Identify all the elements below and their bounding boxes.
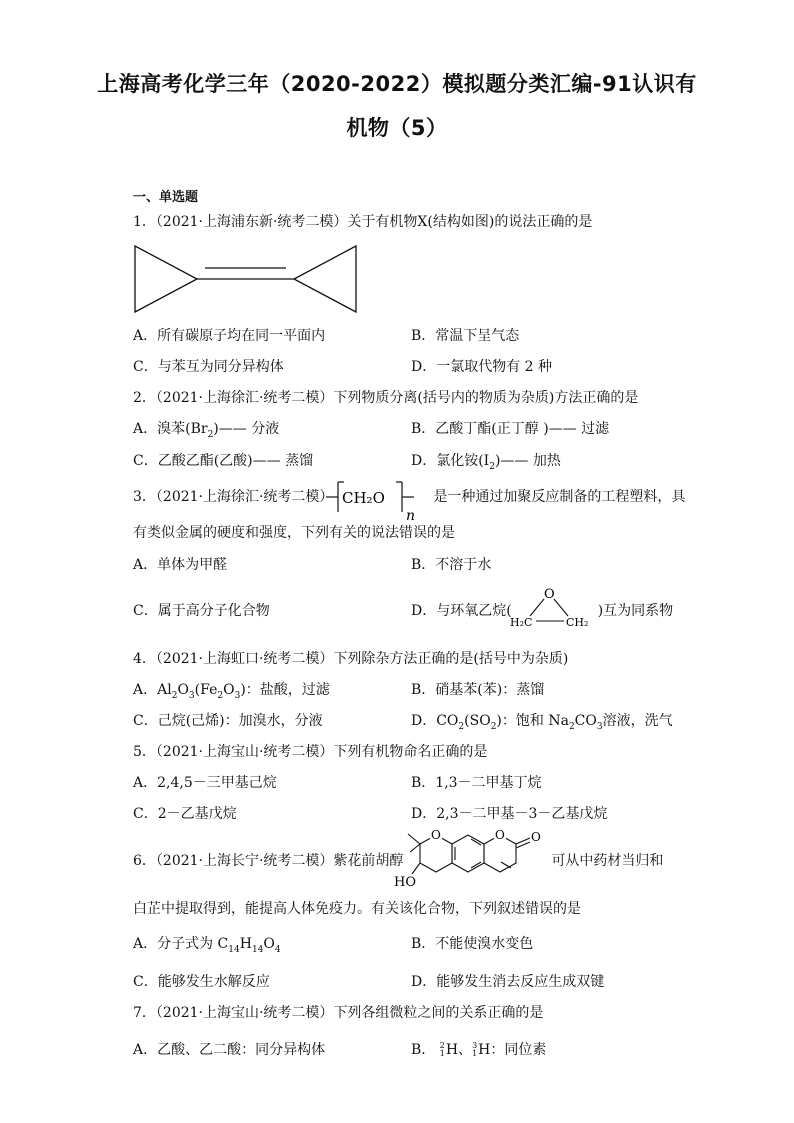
- svg-text:O: O: [495, 828, 505, 842]
- q2-option-c: C．乙酸乙酯(乙酸)—— 蒸馏: [133, 453, 314, 469]
- q2-stem: 2．（2021·上海徐汇·统考二模）下列物质分离(括号内的物质为杂质)方法正确的是: [133, 390, 639, 406]
- svg-text:O: O: [431, 828, 441, 842]
- q5-option-a: A．2,4,5－三甲基己烷: [133, 775, 277, 791]
- svg-text:HO: HO: [394, 875, 416, 890]
- q6-option-a: A．分子式为 $C_{14}H_{14}O_4$: [133, 936, 281, 955]
- svg-text:O: O: [544, 587, 555, 602]
- q6-stem-line2: 白芷中提取得到，能提高人体免疫力。有关该化合物，下列叙述错误的是: [133, 901, 581, 917]
- q3-option-a: A．单体为甲醛: [133, 557, 228, 573]
- q4-option-c: C．己烷(己烯)：加溴水，分液: [133, 713, 323, 729]
- q3-polymer-formula: [322, 478, 422, 522]
- q4-option-d: D．$CO_2(SO_2)$：饱和 $Na_2CO_3$溶液，洗气: [411, 713, 673, 732]
- q1-option-d: D．一氯取代物有 2 种: [411, 359, 553, 375]
- section-heading: 一、单选题: [133, 190, 199, 205]
- q7-stem: 7．（2021·上海宝山·统考二模）下列各组微粒之间的关系正确的是: [133, 1005, 544, 1021]
- q2-option-a: A．溴苯$(Br_2)——$ 分液: [133, 421, 280, 440]
- q1-option-b: B．常温下呈气态: [411, 328, 520, 344]
- q6-option-b: B．不能使溴水变色: [411, 936, 534, 952]
- q6-stem: 6．（2021·上海长宁·统考二模）紫花前胡醇 可从中药材当归和: [133, 853, 664, 869]
- q1-option-a: A．所有碳原子均在同一平面内: [133, 328, 326, 344]
- page-title-line1: 上海高考化学三年（2020-2022）模拟题分类汇编-91认识有: [97, 72, 697, 96]
- q7-option-a: A．乙酸、乙二酸：同分异构体: [133, 1042, 326, 1058]
- q6-option-d: D．能够发生消去反应生成双键: [411, 974, 605, 990]
- q3-epoxide-structure: [508, 584, 594, 630]
- page-title-line2: 机物（5）: [346, 116, 448, 140]
- q3-stem: 3．（2021·上海徐汇·统考二模） 是一种通过加聚反应制备的工程塑料，具: [133, 489, 686, 505]
- q5-option-c: C．2－乙基戊烷: [133, 806, 237, 822]
- q3-option-c: C．属于高分子化合物: [133, 603, 270, 619]
- q1-option-c: C．与苯互为同分异构体: [133, 359, 284, 375]
- svg-text:CH₂: CH₂: [566, 616, 589, 629]
- q3-polymer-unit: CH₂O: [342, 489, 385, 507]
- q4-option-a: A．$Al_2O_3(Fe_2O_3)$：盐酸，过滤: [133, 682, 330, 701]
- q4-option-b: B．硝基苯(苯)：蒸馏: [411, 682, 545, 698]
- q6-option-c: C．能够发生水解反应: [133, 974, 270, 990]
- q5-option-b: B．1,3－二甲基丁烷: [411, 775, 542, 791]
- svg-text:O: O: [531, 830, 541, 844]
- q4-stem: 4．（2021·上海虹口·统考二模）下列除杂方法正确的是(括号中为杂质): [133, 651, 569, 667]
- q2-option-b: B．乙酸丁酯(正丁醇 )—— 过滤: [411, 421, 610, 437]
- q5-stem: 5．（2021·上海宝山·统考二模）下列有机物命名正确的是: [133, 744, 488, 760]
- q1-stem: 1．（2021·上海浦东新·统考二模）关于有机物X(结构如图)的说法正确的是: [133, 214, 593, 230]
- svg-text:H₂C: H₂C: [510, 616, 533, 629]
- q6-structure-columbianetin: [390, 826, 550, 894]
- q3-polymer-n: n: [406, 508, 416, 522]
- q3-option-d: D．与环氧乙烷( )互为同系物: [411, 603, 674, 619]
- q5-option-d: D．2,3－二甲基－3－乙基戊烷: [411, 806, 608, 822]
- q3-stem-line2: 有类似金属的硬度和强度，下列有关的说法错误的是: [133, 525, 455, 541]
- q1-structure-bicyclopropylidene: [133, 244, 358, 314]
- q7-option-b: B． 2 1 H、 3 1 H：同位素: [411, 1041, 547, 1058]
- q3-option-b: B．不溶于水: [411, 557, 492, 573]
- q2-option-d: D．氯化铵$(I_2)——$ 加热: [411, 453, 561, 472]
